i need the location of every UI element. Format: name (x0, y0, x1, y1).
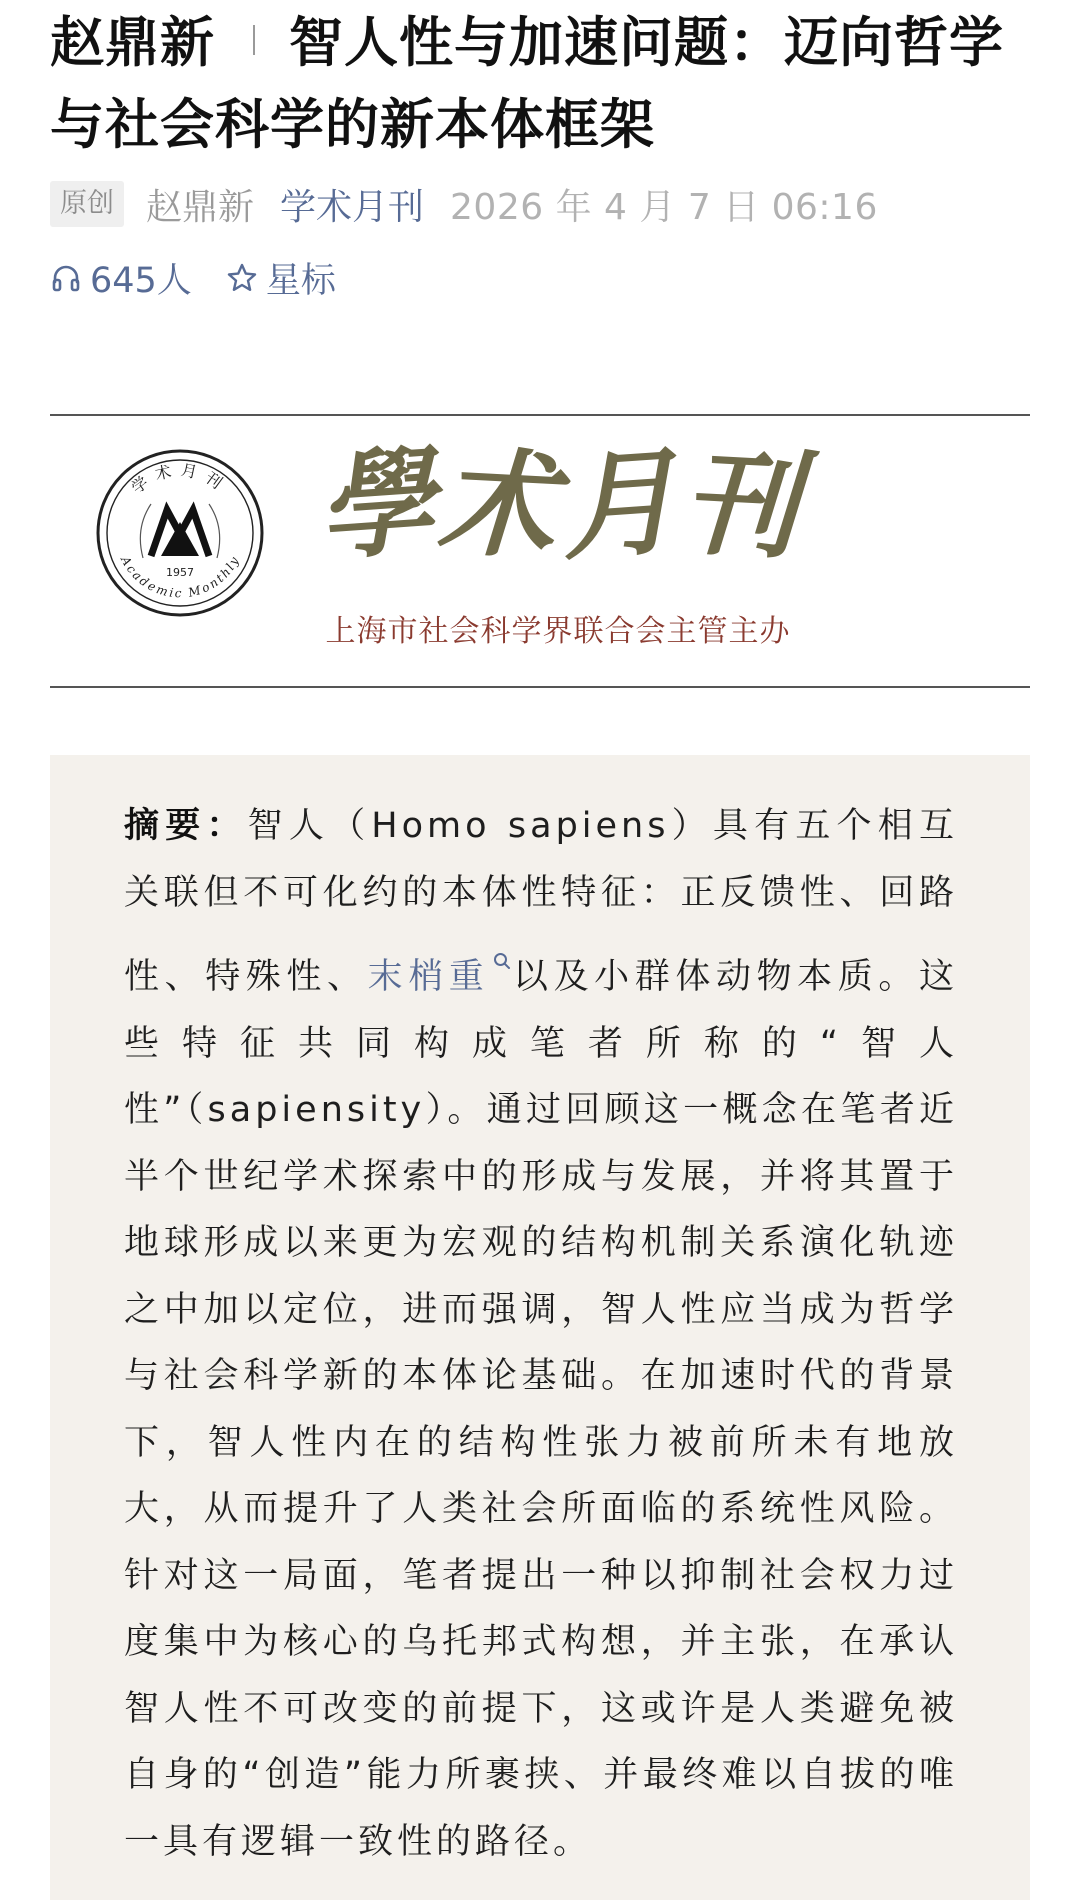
article-meta (50, 180, 878, 228)
brand-char-1: 學 (313, 433, 439, 577)
title-author: 赵鼎新 (50, 11, 215, 74)
listen-count[interactable]: 645人 (90, 261, 192, 301)
star-outline-icon[interactable] (226, 262, 258, 294)
search-icon[interactable] (493, 926, 511, 993)
svg-text:Academic Monthly: Academic Monthly (118, 553, 242, 601)
brand-char-2: 术 (435, 434, 559, 576)
masthead-bottom-rule (50, 686, 1030, 688)
star-label[interactable]: 星标 (265, 261, 336, 301)
original-badge: 原创 (50, 181, 124, 227)
headphones-icon[interactable] (50, 262, 82, 294)
title-separator (253, 25, 255, 55)
abstract-text-part1: 智人（Homo sapiens）具有五个相互关联但不可化约的本体性特征：正反馈性、回路性、特殊性、 (124, 806, 958, 997)
article-stats (50, 256, 336, 300)
brand-char-3: 月 (556, 433, 682, 577)
account-name-link[interactable]: 学术月刊 (280, 186, 425, 228)
svg-text:1957: 1957 (166, 566, 194, 579)
abstract-label: 摘要： (124, 806, 248, 846)
masthead-top-rule (50, 414, 1030, 416)
brand-char-4: 刊 (678, 434, 802, 576)
article-title (50, 2, 1040, 166)
abstract-box (50, 755, 1030, 1900)
title-text: 智人性与加速问题：迈向哲学与社会科学的新本体框架 (50, 11, 1004, 156)
academic-monthly-seal-logo (95, 448, 265, 622)
masthead-subtitle: 上海市社会科学界联合会主管主办 (325, 614, 791, 649)
abstract-text-part2: 以及小群体动物本质。这些特征共同构成笔者所称的“智人性”（sapiensity）。通过回顾这一概念在笔者近半个世纪学术探索中的形成与发展，并将其置于地球形成以来更为宏观的结构机制关系演化轨迹之中加以定位，进而强调，智人性应当成为哲学与社会科学新的本体论基础。在加速时代的背景下，智人性内在的结构性张力被前所未有地放大，从而提升了人类社会所面临的系统性风险。针对这一局面，笔者提出一种以抑制社会权力过度集中为核心的乌托邦式构想，并主张，在承认智人性不可改变的前提下，这或许是人类避免被自身的“创造”能力所裹挟、并最终难以自拔的唯一具有逻辑一致性的路径。 (124, 957, 958, 1862)
keyword-search-link[interactable]: 末梢重 (367, 957, 490, 997)
masthead-brand-title (313, 433, 802, 577)
abstract-paragraph (124, 793, 958, 1875)
svg-text:学术月刊: 学术月刊 (127, 460, 233, 498)
author-name: 赵鼎新 (146, 186, 255, 228)
publish-datetime: 2026 年 4 月 7 日 06:16 (450, 186, 878, 228)
